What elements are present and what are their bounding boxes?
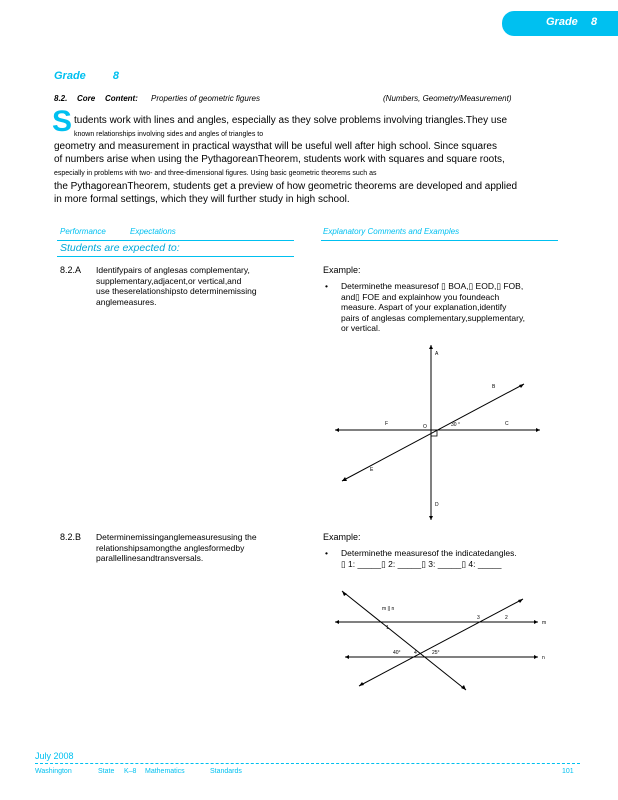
section-grade xyxy=(54,70,119,82)
footer-washington: Washington xyxy=(35,768,72,775)
arrow-t1-bottom xyxy=(461,685,466,690)
angles-diagram xyxy=(330,340,550,525)
arrow-c xyxy=(536,428,540,432)
item-b-text xyxy=(96,532,257,564)
label-m: m xyxy=(542,620,547,626)
expected-subheader: Students are expected to: xyxy=(60,242,180,254)
item-b-example xyxy=(341,548,517,569)
arrow-n-right xyxy=(534,655,538,659)
right-header-rule xyxy=(321,240,558,241)
item-a-line: Identifypairs of anglesas complementary, xyxy=(96,265,250,275)
expectations-header: Expectations xyxy=(130,227,176,236)
label-n: n xyxy=(542,655,545,661)
page-number: 101 xyxy=(562,768,574,775)
item-b-example-line: ▯ 1: _____▯ 2: _____▯ 3: _____▯ 4: _____ xyxy=(341,558,502,569)
footer-mathematics: Mathematics xyxy=(145,768,185,775)
item-a-example xyxy=(341,281,525,334)
label-o: O xyxy=(423,424,427,430)
footer-k8: K–8 xyxy=(124,768,137,775)
arrow-b xyxy=(519,384,524,388)
item-b-bullet: • xyxy=(325,548,328,558)
angle-3-label: 3 xyxy=(477,615,480,621)
section-strands: (Numbers, Geometry/Measurement) xyxy=(383,94,512,103)
label-d: D xyxy=(435,502,439,508)
intro-line-2: known relationships involving sides and angles of triangles to xyxy=(74,131,264,138)
item-a-example-line: Determinethe measuresof ▯ BOA,▯ EOD,▯ FOB, xyxy=(341,281,524,291)
parallel-label: m || n xyxy=(382,606,395,612)
arrow-t2-bottom xyxy=(359,682,364,686)
arrow-t2-top xyxy=(518,599,523,603)
item-a-example-line: measure. Aspart of your explanation,identify xyxy=(341,302,507,312)
footer-standards: Standards xyxy=(210,768,242,775)
label-f: F xyxy=(385,421,389,427)
grade-number: 8 xyxy=(112,70,119,82)
label-e: E xyxy=(370,467,374,473)
intro-line-1: tudents work with lines and angles, especially as they solve problems involving triangles.They use xyxy=(74,115,508,126)
item-a-line: use theserelationshipsto determinemissing xyxy=(96,286,257,296)
drop-cap: S xyxy=(52,105,73,138)
item-b-code: 8.2.B xyxy=(60,532,82,542)
arrow-a xyxy=(429,345,433,349)
footer-state: State xyxy=(98,768,115,775)
angle-40-label: 40° xyxy=(393,650,401,656)
item-a-example-label: Example: xyxy=(323,265,361,275)
expected-rule xyxy=(57,256,294,257)
angle-4-label: 4 xyxy=(414,650,417,656)
angle-25-label: 25° xyxy=(432,650,440,656)
item-b-example-label: Example: xyxy=(323,532,361,542)
comments-header: Explanatory Comments and Examples xyxy=(323,227,460,236)
intro-line-3: geometry and measurement in practical waysthat will be useful well after high school. Since squares xyxy=(54,141,497,152)
angle-2-label: 2 xyxy=(505,615,508,621)
arrow-m-left xyxy=(335,620,339,624)
item-a-example-line: and▯ FOE and explainhow you foundeach xyxy=(341,291,500,302)
footer-date: July 2008 xyxy=(35,751,74,761)
arrow-t1-top xyxy=(342,591,347,596)
item-a-bullet: • xyxy=(325,281,328,291)
transversal-1 xyxy=(342,591,466,690)
item-b-example-line: Determinethe measuresof the indicatedangles. xyxy=(341,548,517,558)
transversal-2 xyxy=(359,599,523,686)
label-c: C xyxy=(505,421,509,427)
intro-line-6: the PythagoreanTheorem, students get a preview of how geometric theorems are developed and applied xyxy=(54,181,518,192)
footer-rule xyxy=(35,763,580,764)
arrow-d xyxy=(429,516,433,520)
arrow-m-right xyxy=(534,620,538,624)
section-title: Properties of geometric figures xyxy=(151,94,260,103)
label-a: A xyxy=(435,351,439,357)
core-label: Core xyxy=(77,94,96,103)
item-b-line: parallellinesandtransversals. xyxy=(96,553,204,563)
left-header-rule xyxy=(57,240,294,241)
grade-tab xyxy=(502,11,618,36)
arrow-f xyxy=(335,428,339,432)
grade-label: Grade xyxy=(54,70,86,82)
angle-1-label: 1 xyxy=(386,625,389,631)
item-a-line: supplementary,adjacent,or vertical,and xyxy=(96,275,242,286)
arrow-n-left xyxy=(345,655,349,659)
item-a-example-line: pairs of anglesas complementary,supplementary, xyxy=(341,312,525,323)
content-label: Content: xyxy=(105,94,138,103)
item-a-text xyxy=(96,265,257,307)
intro-line-7: in more formal settings, which they will further study in high school. xyxy=(54,194,350,205)
tab-grade-label: Grade xyxy=(546,16,578,28)
performance-header: Performance xyxy=(60,227,106,236)
angle-30-label: 30 ° xyxy=(451,422,460,428)
intro-line-5: especially in problems with two- and three-dimensional figures. Using basic geometric theorems such as xyxy=(54,170,377,177)
item-a-line: anglemeasures. xyxy=(96,296,157,307)
label-b: B xyxy=(492,384,496,390)
item-b-line: Determinemissinganglemeasuresusing the xyxy=(96,532,257,542)
parallel-lines-diagram xyxy=(330,585,560,695)
section-code: 8.2. xyxy=(54,94,68,103)
item-a-code: 8.2.A xyxy=(60,265,82,275)
item-b-line: relationshipsamongthe anglesformedby xyxy=(96,542,245,553)
item-a-example-line: or vertical. xyxy=(341,323,381,333)
tab-grade-number: 8 xyxy=(591,16,598,28)
intro-line-4: of numbers arise when using the PythagoreanTheorem, students work with squares and square roots, xyxy=(54,154,505,165)
